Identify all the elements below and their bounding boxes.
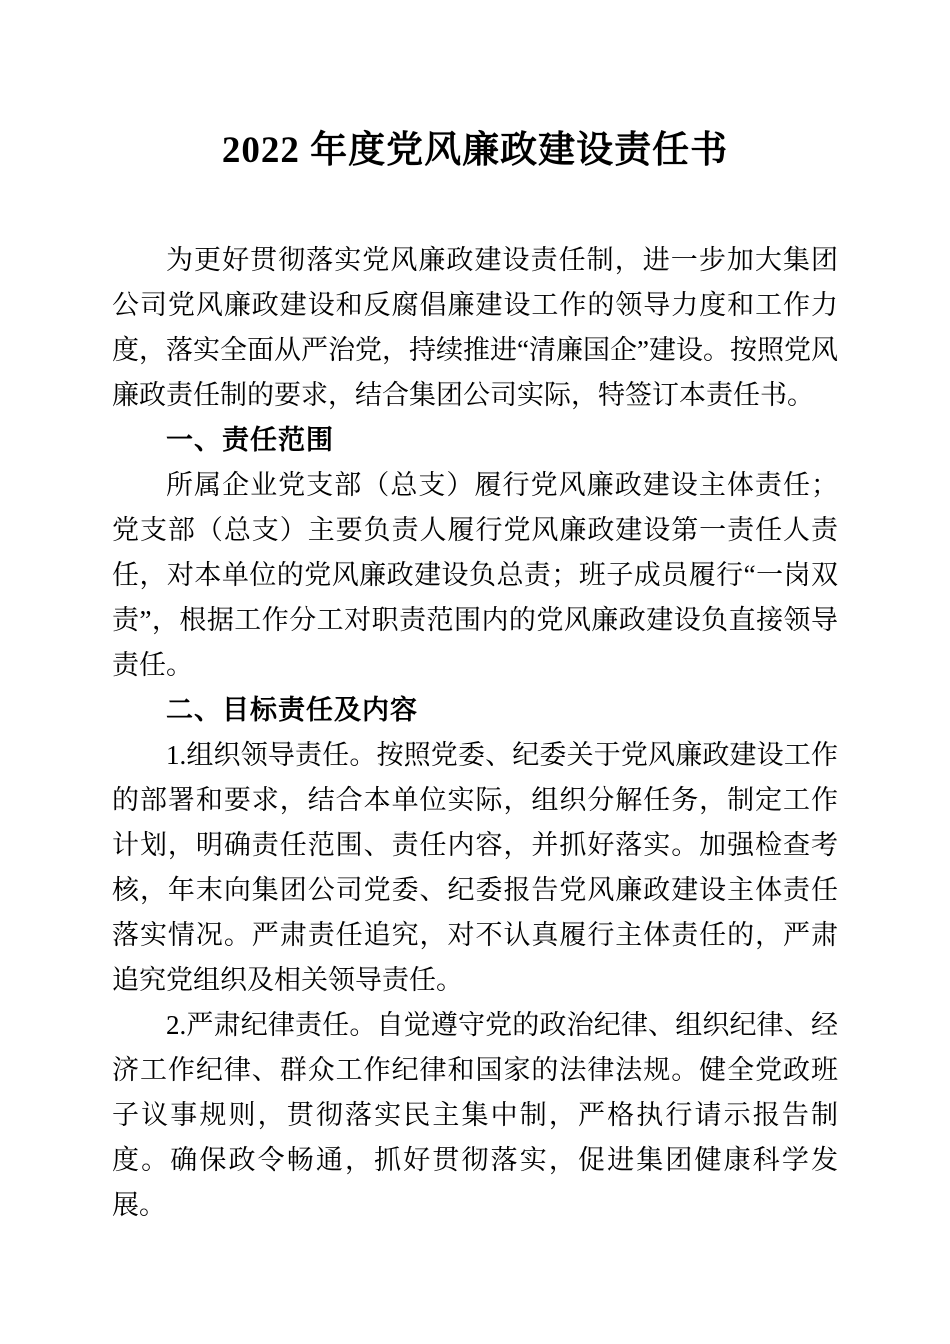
section-heading-target-responsibility: 二、目标责任及内容 <box>166 695 418 725</box>
intro-paragraph: 为更好贯彻落实党风廉政建设责任制，进一步加大集团公司党风廉政建设和反腐倡廉建设工作的领导力度和工作力度，落实全面从严治党，持续推进“清廉国企”建设。按照党风廉政责任制的要求，结合集团公司实际，特签订本责任书。 <box>112 245 838 410</box>
paragraph-organizational-leadership: 1.组织领导责任。按照党委、纪委关于党风廉政建设工作的部署和要求，结合本单位实际，组织分解任务，制定工作计划，明确责任范围、责任内容，并抓好落实。加强检查考核，年末向集团公司党委、纪委报告党风廉政建设主体责任落实情况。严肃责任追究，对不认真履行主体责任的，严肃追究党组织及相关领导责任。 <box>112 740 838 995</box>
paragraph-responsibility-scope: 所属企业党支部（总支）履行党风廉政建设主体责任；党支部（总支）主要负责人履行党风廉政建设第一责任人责任，对本单位的党风廉政建设负总责；班子成员履行“一岗双责”，根据工作分工对职责范围内的党风廉政建设负直接领导责任。 <box>112 470 838 680</box>
paragraph-discipline-responsibility: 2.严肃纪律责任。自觉遵守党的政治纪律、组织纪律、经济工作纪律、群众工作纪律和国家的法律法规。健全党政班子议事规则，贯彻落实民主集中制，严格执行请示报告制度。确保政令畅通，抓好贯彻落实，促进集团健康科学发展。 <box>112 1010 838 1220</box>
document-title: 2022 年度党风廉政建设责任书 <box>221 130 729 171</box>
section-heading-responsibility-scope: 一、责任范围 <box>166 425 334 455</box>
document-body <box>112 238 838 1228</box>
